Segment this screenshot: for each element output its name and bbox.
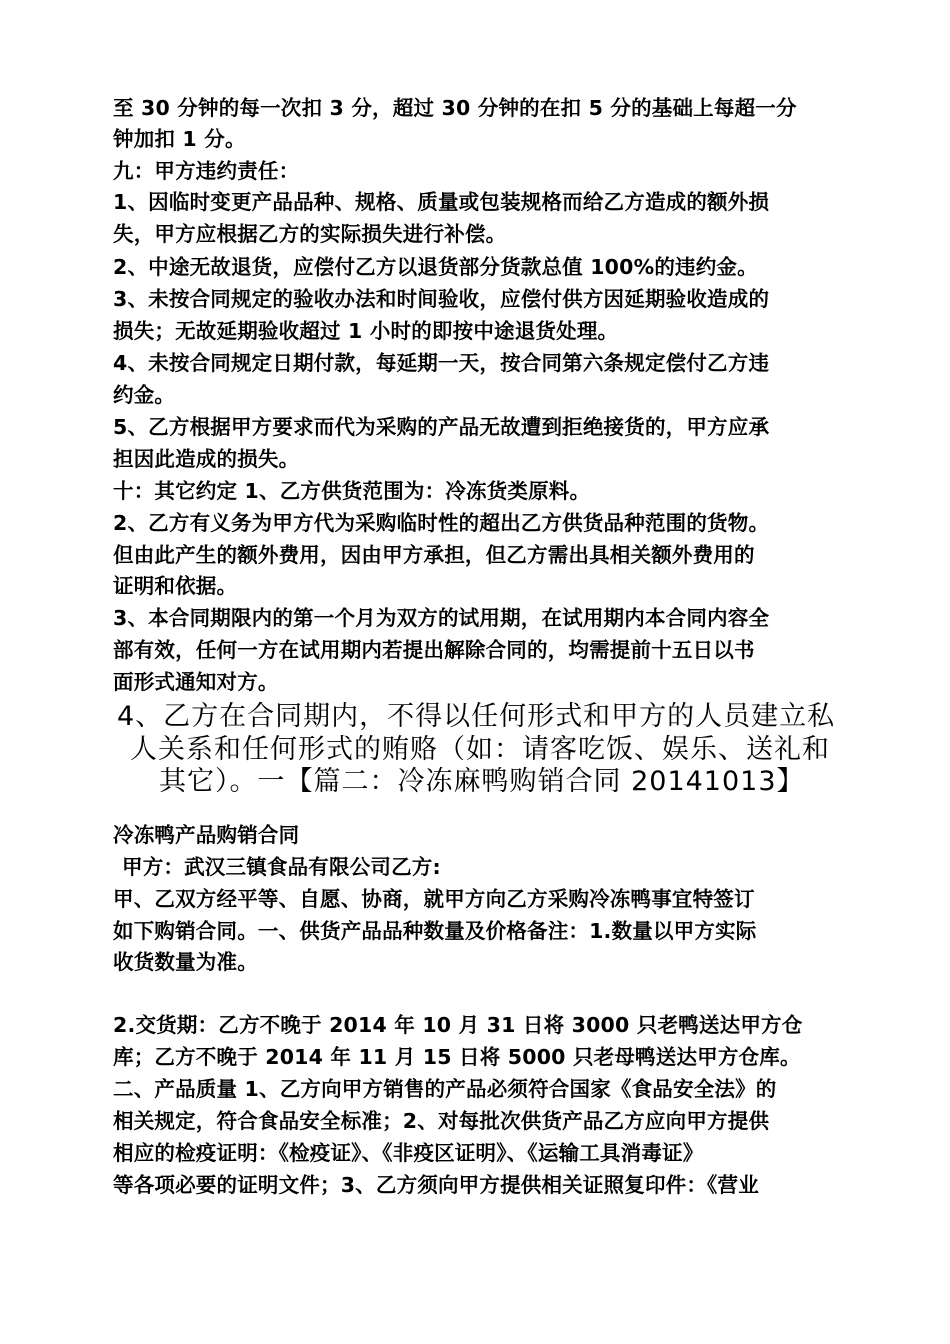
text-line: 但由此产生的额外费用，因由甲方承担，但乙方需出具相关额外费用的 xyxy=(113,543,755,567)
party-line: 甲方：武汉三镇食品有限公司乙方: xyxy=(122,855,441,879)
text-line: 甲、乙双方经平等、自愿、协商，就甲方向乙方采购冷冻鸭事宜特签订 xyxy=(113,887,755,911)
text-line: 证明和依据。 xyxy=(113,574,238,598)
text-line-large: 人关系和任何形式的贿赂（如：请客吃饭、娱乐、送礼和 xyxy=(130,734,830,765)
text-line: 如下购销合同。一、供货产品品种数量及价格备注：1.数量以甲方实际 xyxy=(113,919,757,943)
text-line: 面形式通知对方。 xyxy=(113,670,279,694)
text-line-large: 其它）。一【篇二：冷冻麻鸭购销合同 20141013】 xyxy=(159,766,805,797)
text-line: 等各项必要的证明文件；3、乙方须向甲方提供相关证照复印件：《营业 xyxy=(113,1173,759,1197)
text-line: 至 30 分钟的每一次扣 3 分，超过 30 分钟的在扣 5 分的基础上每超一分 xyxy=(113,96,797,120)
text-line: 2、乙方有义务为甲方代为采购临时性的超出乙方供货品种范围的货物。 xyxy=(113,511,770,535)
text-line: 损失；无故延期验收超过 1 小时的即按中途退货处理。 xyxy=(113,319,619,343)
text-line: 部有效，任何一方在试用期内若提出解除合同的，均需提前十五日以书 xyxy=(113,638,755,662)
text-line: 2、中途无故退货，应偿付乙方以退货部分货款总值 100%的违约金。 xyxy=(113,255,758,279)
text-line: 相关规定，符合食品安全标准；2、对每批次供货产品乙方应向甲方提供 xyxy=(113,1109,770,1133)
text-line: 担因此造成的损失。 xyxy=(113,447,300,471)
text-line: 2.交货期：乙方不晚于 2014 年 10 月 31 日将 3000 只老鸭送达甲方仓 xyxy=(113,1013,803,1037)
text-line: 3、本合同期限内的第一个月为双方的试用期，在试用期内本合同内容全 xyxy=(113,606,770,630)
text-line: 收货数量为准。 xyxy=(113,950,258,974)
text-line: 4、未按合同规定日期付款，每延期一天，按合同第六条规定偿付乙方违 xyxy=(113,351,770,375)
text-line: 相应的检疫证明：《检疫证》、《非疫区证明》、《运输工具消毒证》 xyxy=(113,1141,704,1165)
text-line: 5、乙方根据甲方要求而代为采购的产品无故遭到拒绝接货的，甲方应承 xyxy=(113,415,770,439)
text-line: 二、产品质量 1、乙方向甲方销售的产品必须符合国家《食品安全法》的 xyxy=(113,1077,777,1101)
contract-title: 冷冻鸭产品购销合同 xyxy=(113,823,300,847)
text-line: 3、未按合同规定的验收办法和时间验收，应偿付供方因延期验收造成的 xyxy=(113,287,770,311)
text-line: 约金。 xyxy=(113,383,176,407)
section-heading: 九：甲方违约责任： xyxy=(113,159,300,183)
section-heading: 十：其它约定 1、乙方供货范围为：冷冻货类原料。 xyxy=(113,479,591,503)
text-line-large: 4、乙方在合同期内，不得以任何形式和甲方的人员建立私 xyxy=(117,701,836,732)
text-line: 失，甲方应根据乙方的实际损失进行补偿。 xyxy=(113,222,507,246)
text-line: 钟加扣 1 分。 xyxy=(113,127,246,151)
text-line: 库；乙方不晚于 2014 年 11 月 15 日将 5000 只老母鸭送达甲方仓库。 xyxy=(113,1045,801,1069)
text-line: 1、因临时变更产品品种、规格、质量或包装规格而给乙方造成的额外损 xyxy=(113,190,770,214)
